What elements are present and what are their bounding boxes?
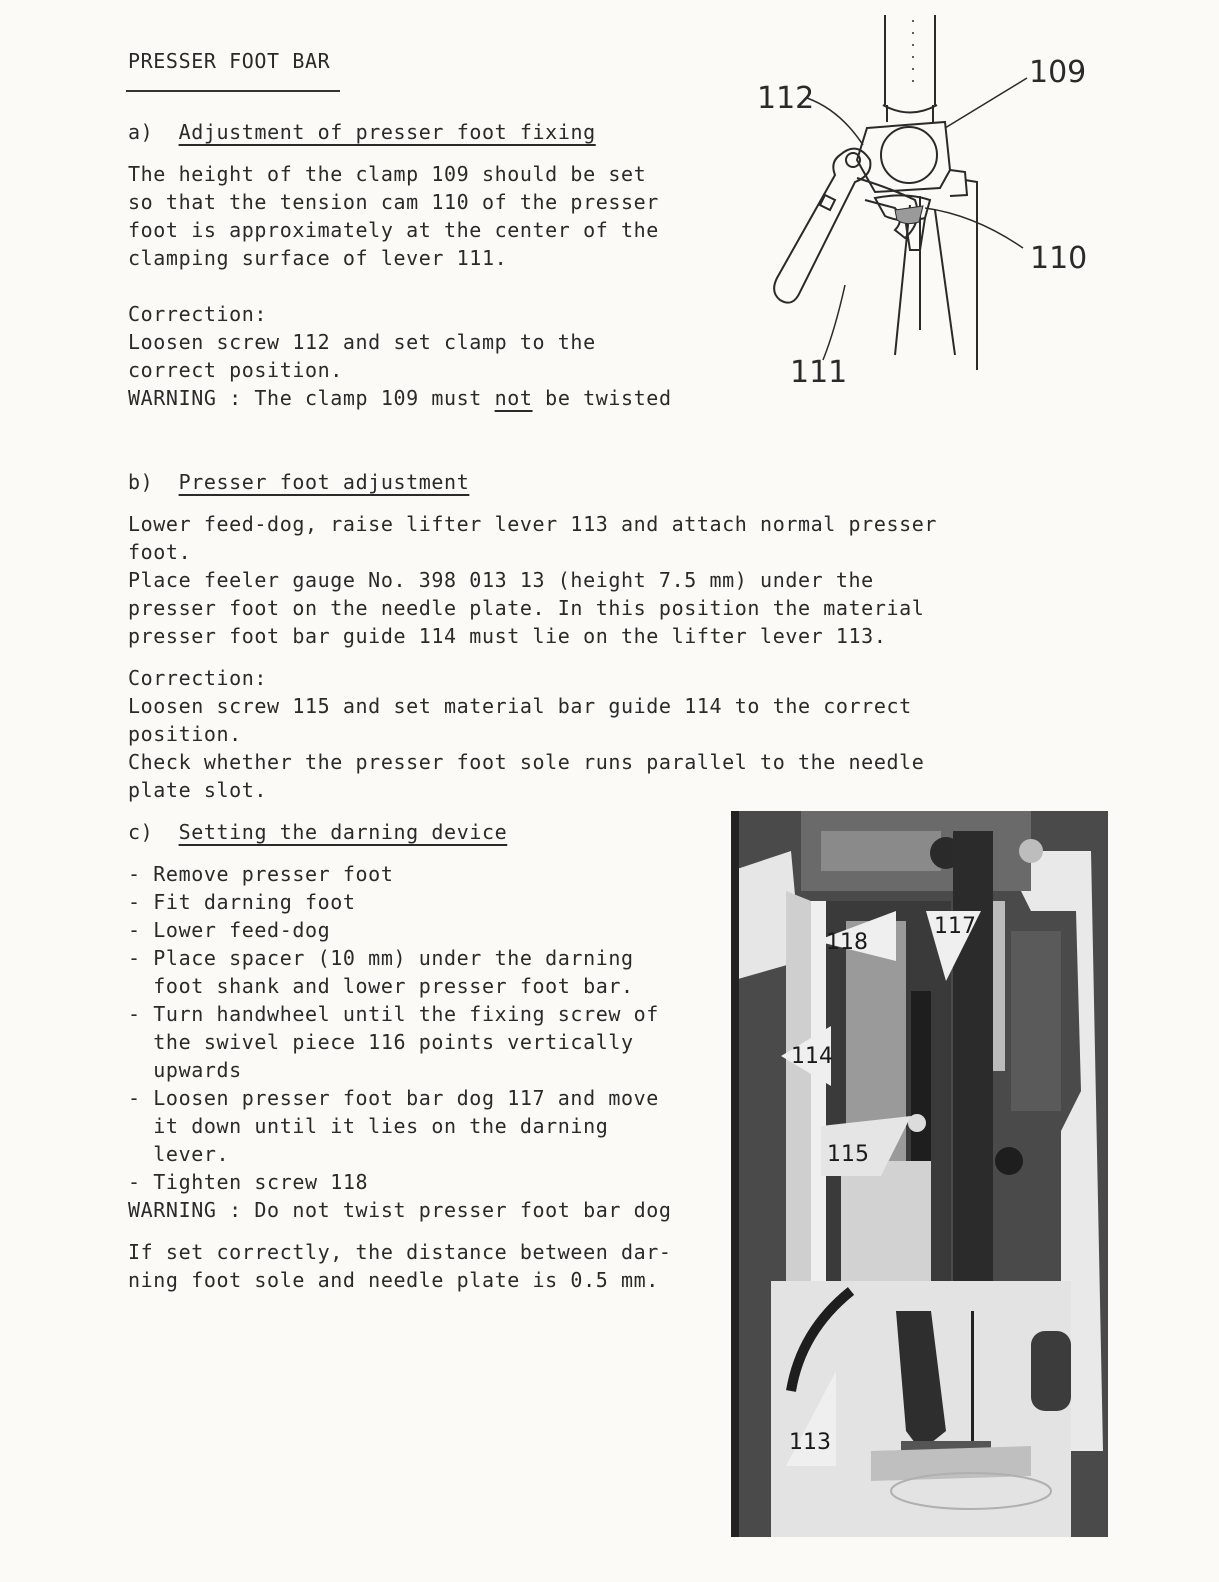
- section-b-para-line: Lower feed-dog, raise lifter lever 113 and attach normal presser: [128, 512, 938, 536]
- title-underline: [126, 90, 340, 92]
- section-a-correction-line: correct position.: [128, 358, 343, 382]
- section-b-correction-line: position.: [128, 722, 242, 746]
- section-b-para-line: presser foot bar guide 114 must lie on the lifter lever 113.: [128, 624, 887, 648]
- step-line: lever.: [128, 1142, 230, 1166]
- step-line: - Turn handwheel until the fixing screw of: [128, 1002, 659, 1026]
- warning-text-end: be twisted: [532, 386, 672, 410]
- step-line: - Fit darning foot: [128, 890, 356, 914]
- warning-emphasis: not: [494, 386, 533, 410]
- page-title: PRESSER FOOT BAR: [128, 49, 331, 73]
- step-line: - Place spacer (10 mm) under the darning: [128, 946, 634, 970]
- result-line: If set correctly, the distance between dar-: [128, 1240, 672, 1264]
- section-a-prefix: a): [128, 120, 154, 144]
- section-a-para-line: clamping surface of lever 111.: [128, 246, 508, 270]
- section-b-para-line: Place feeler gauge No. 398 013 13 (height 7.5 mm) under the: [128, 568, 874, 592]
- label-112: 112: [757, 81, 815, 116]
- section-b-title: Presser foot adjustment: [178, 470, 470, 494]
- section-a-para-line: foot is approximately at the center of the: [128, 218, 659, 242]
- section-c-heading: [128, 818, 507, 846]
- section-a-correction-label: Correction:: [128, 302, 268, 326]
- bar-section: [881, 127, 937, 183]
- section-a-para-line: so that the tension cam 110 of the presser: [128, 190, 659, 214]
- step-line: it down until it lies on the darning: [128, 1114, 609, 1138]
- section-b-heading: [128, 468, 469, 496]
- section-a-heading: [128, 118, 596, 146]
- section-a-correction-line: Loosen screw 112 and set clamp to the: [128, 330, 596, 354]
- photo-label-114: 114: [791, 1044, 833, 1069]
- section-b-para-line: presser foot on the needle plate. In this position the material: [128, 596, 925, 620]
- section-c-prefix: c): [128, 820, 154, 844]
- warning-text: WARNING : The clamp 109 must: [128, 386, 495, 410]
- machine-photo: [731, 811, 1108, 1537]
- step-line: upwards: [128, 1058, 242, 1082]
- section-b-correction-line: plate slot.: [128, 778, 268, 802]
- label-110: 110: [1030, 241, 1088, 276]
- step-line: - Remove presser foot: [128, 862, 394, 886]
- section-b-correction-label: Correction:: [128, 666, 268, 690]
- label-111: 111: [790, 355, 848, 390]
- result-line: ning foot sole and needle plate is 0.5 mm.: [128, 1268, 659, 1292]
- section-b-prefix: b): [128, 470, 154, 494]
- label-109: 109: [1029, 55, 1087, 90]
- photo-label-118: 118: [826, 930, 868, 955]
- clamp-diagram: [745, 10, 1105, 400]
- photo-label-113: 113: [789, 1430, 831, 1455]
- section-b-correction-line: Check whether the presser foot sole runs parallel to the needle: [128, 750, 925, 774]
- step-line: - Lower feed-dog: [128, 918, 331, 942]
- presser-bar: [885, 15, 935, 105]
- step-line: - Tighten screw 118: [128, 1170, 369, 1194]
- section-c-warning: WARNING : Do not twist presser foot bar dog: [128, 1198, 672, 1222]
- section-a-title: Adjustment of presser foot fixing: [178, 120, 596, 144]
- photo-label-115: 115: [827, 1142, 869, 1167]
- section-c-title: Setting the darning device: [178, 820, 508, 844]
- lever-111: [774, 149, 870, 303]
- section-a-para-line: The height of the clamp 109 should be set: [128, 162, 647, 186]
- step-line: - Loosen presser foot bar dog 117 and move: [128, 1086, 659, 1110]
- cam-hatch: [895, 206, 923, 224]
- photo-labels: [731, 811, 1108, 1537]
- section-b-para-line: foot.: [128, 540, 192, 564]
- section-b-correction-line: Loosen screw 115 and set material bar guide 114 to the correct: [128, 694, 912, 718]
- photo-label-117: 117: [934, 914, 976, 939]
- step-line: the swivel piece 116 points vertically: [128, 1030, 634, 1054]
- section-a-warning: [128, 384, 672, 412]
- step-line: foot shank and lower presser foot bar.: [128, 974, 634, 998]
